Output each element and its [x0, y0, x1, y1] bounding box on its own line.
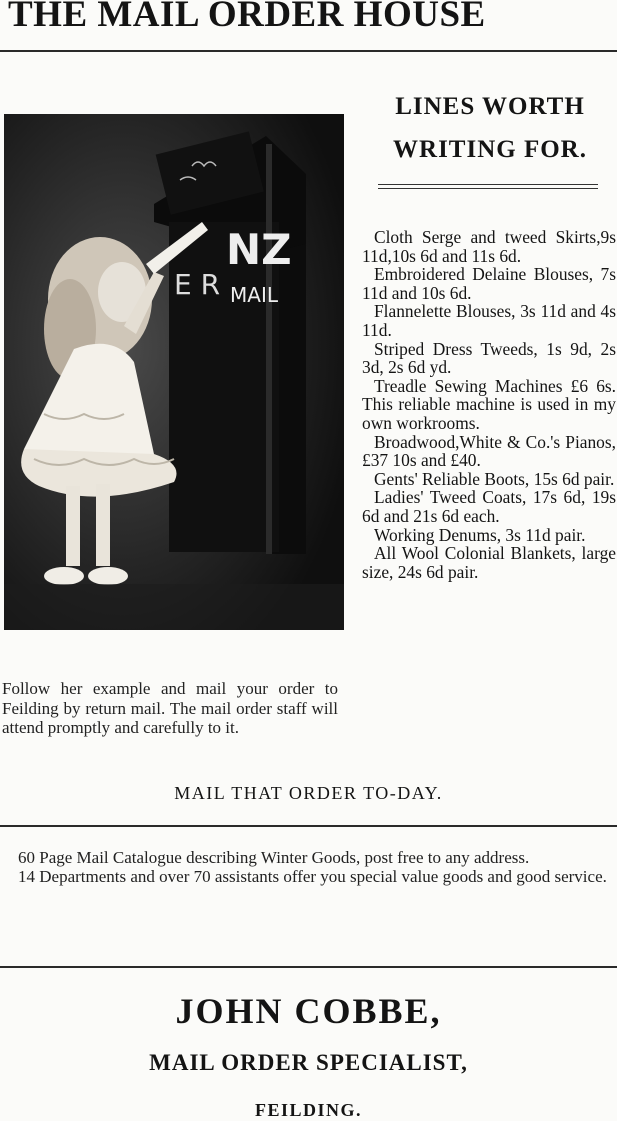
lines-heading	[365, 90, 615, 166]
price-list-item: Ladies' Tweed Coats, 17s 6d, 19s 6d and 21s 6d each.	[362, 487, 616, 526]
departments-note: 14 Departments and over 70 assistants offer you special value goods and good service.	[18, 867, 607, 886]
photo-illustration	[4, 114, 344, 630]
heading-rule-bottom	[378, 188, 598, 189]
price-list-item: Treadle Sewing Machines £6 6s. This reliable machine is used in my own workrooms.	[362, 375, 616, 433]
price-list-item: Broadwood,White & Co.'s Pianos, £37 10s and £40.	[362, 431, 616, 471]
price-list-item: Striped Dress Tweeds, 1s 9d, 2s 3d, 2s 6d yd.	[362, 338, 616, 378]
heading-rule-top	[378, 184, 598, 185]
catalogue-note: 60 Page Mail Catalogue describing Winter Goods, post free to any address.	[18, 848, 530, 867]
advert-title: THE MAIL ORDER HOUSE	[8, 0, 486, 35]
lines-heading-line-1: LINES WORTH	[395, 93, 585, 120]
middle-divider	[0, 825, 617, 827]
mailbox-er-lettering: E R	[174, 268, 221, 301]
price-list-item: Working Denums, 3s 11d pair.	[374, 524, 586, 545]
call-to-action: MAIL THAT ORDER TO-DAY.	[174, 783, 443, 803]
merchant-name: JOHN COBBE,	[175, 991, 442, 1031]
price-list-item: Flannelette Blouses, 3s 11d and 4s 11d.	[362, 301, 616, 340]
photo-caption: Follow her example and mail your order to Feilding by return mail. The mail order staff will attend promptly and carefully to it.	[2, 679, 338, 737]
price-list-item: Gents' Reliable Boots, 15s 6d pair.	[374, 468, 615, 489]
price-list-item: Cloth Serge and tweed Skirts,9s 11d,10s 6d and 11s 6d.	[362, 227, 616, 266]
mailbox-mail-lettering: MAIL	[230, 283, 278, 307]
lines-heading-line-2: WRITING FOR.	[393, 136, 587, 163]
price-list-item: All Wool Colonial Blankets, large size, 24s 6d pair.	[362, 543, 616, 582]
merchant-role: MAIL ORDER SPECIALIST,	[149, 1050, 468, 1075]
top-divider	[0, 50, 617, 52]
girl-posting-letter-photo	[4, 114, 344, 630]
mailbox-nz-lettering: NZ	[226, 225, 292, 274]
price-list-item: Embroidered Delaine Blouses, 7s 11d and 10s 6d.	[362, 264, 616, 303]
merchant-town: FEILDING.	[254, 1100, 362, 1120]
lower-divider	[0, 966, 617, 968]
price-list	[362, 228, 616, 581]
notes-block	[8, 848, 613, 886]
